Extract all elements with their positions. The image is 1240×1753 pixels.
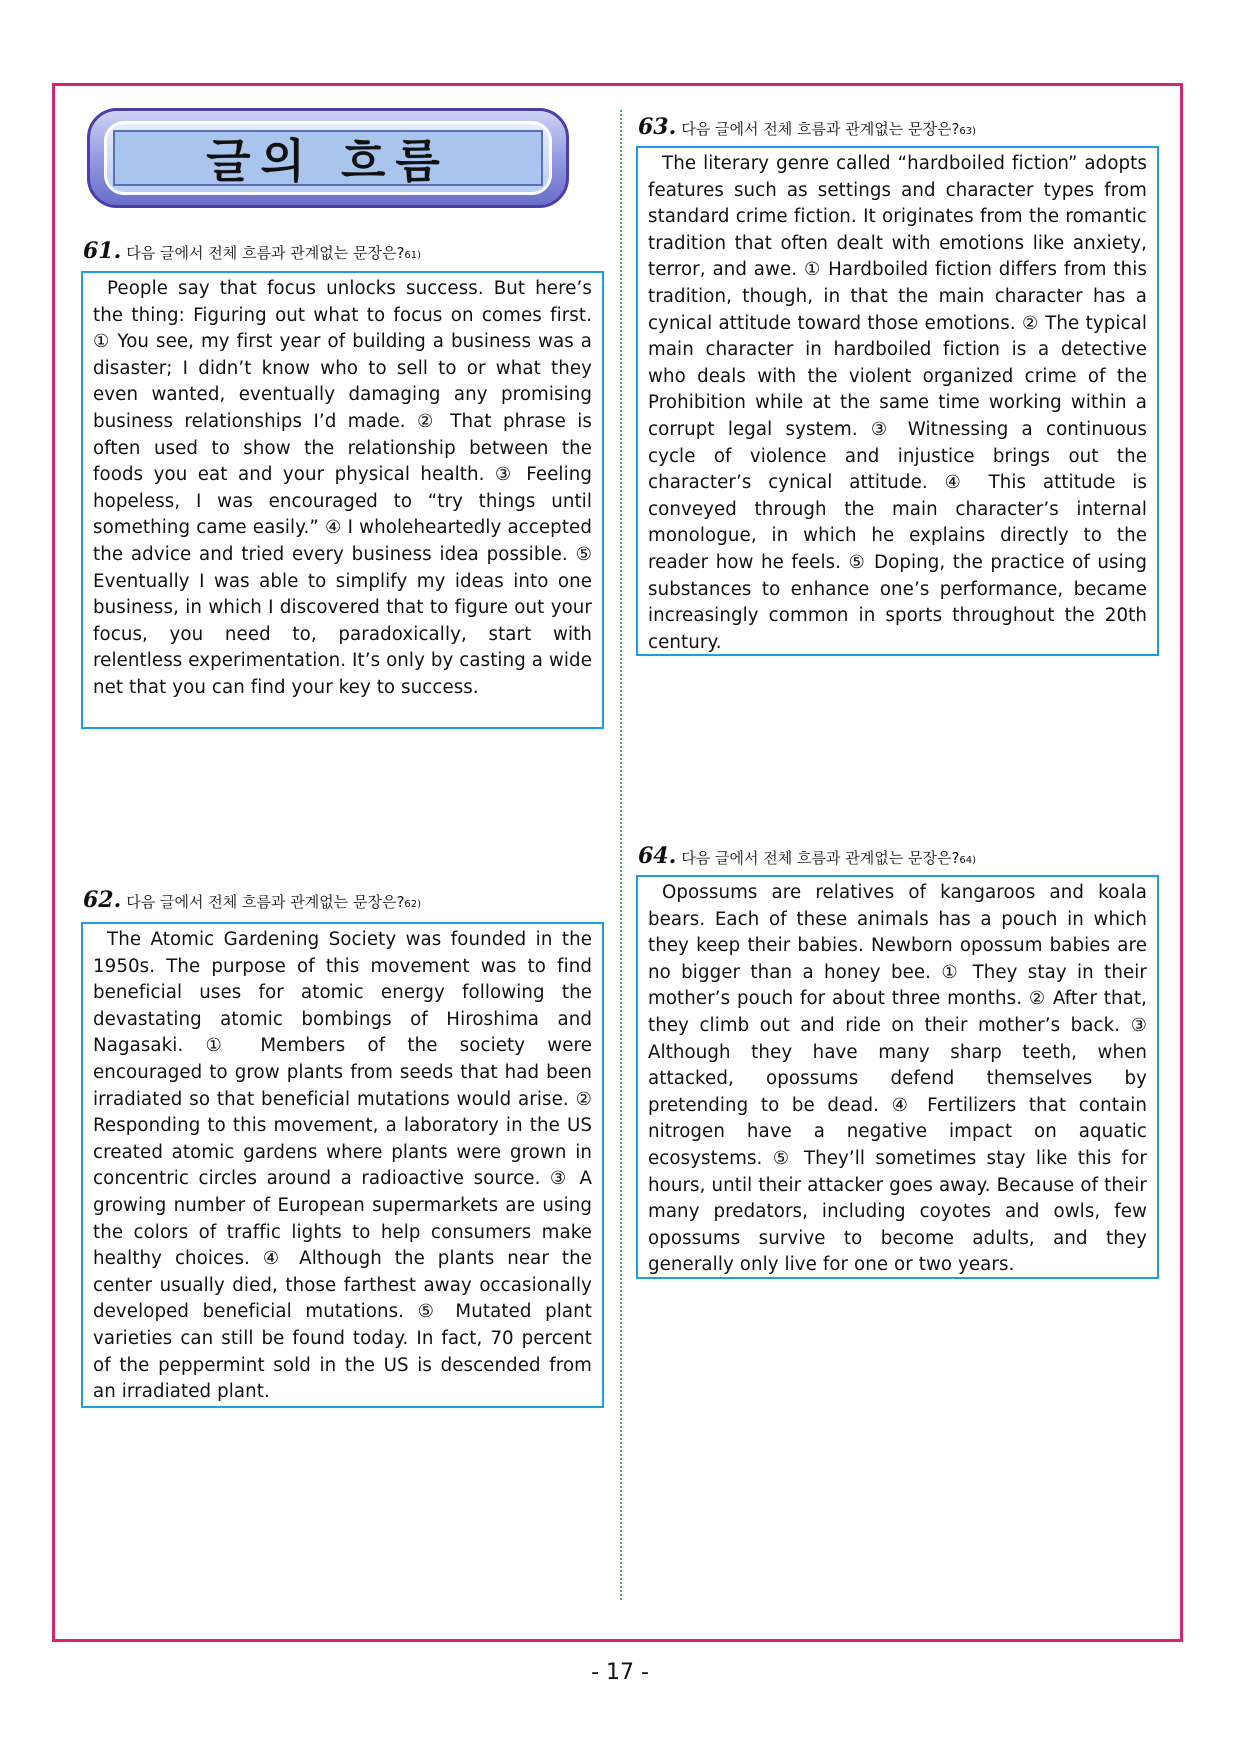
question-62-passage: The Atomic Gardening Society was founded in the 1950s. The purpose of this movement was to find beneficial uses for atomic energy following the devastating atomic bombings of Hiroshima and Nagasaki. ① Members of the society were encouraged to grow plants from seeds that had been irradiated so that beneficial mutations would arise. ② Responding to this movement, a laboratory in the US created atomic gardens where plants were grown in concentric circles around a radioactive source. ③ A growing number of European supermarkets are using the colors of traffic lights to help consumers make healthy choices. ④ Although the plants near the center usually died, those farthest away occasionally developed beneficial mutations. ⑤ Mutated plant varieties can still be found today. In fact, 70 percent of the peppermint sold in the US is descended from an irradiated plant. bbox=[93, 929, 592, 1403]
column-divider bbox=[620, 110, 622, 1600]
question-64-header bbox=[638, 843, 976, 869]
question-prompt: 다음 글에서 전체 흐름과 관계없는 문장은? bbox=[126, 244, 405, 262]
question-63-header bbox=[638, 114, 976, 140]
question-61-passage-box bbox=[81, 271, 604, 729]
question-footnote: 63) bbox=[959, 126, 977, 137]
question-64-passage: Opossums are relatives of kangaroos and koala bears. Each of these animals has a pouch in which they keep their babies. Newborn opossum babies are no bigger than a honey bee. ① They stay in their mother’s pouch for about three months. ② After that, they climb out and ride on their mother’s back. ③ Although they have many sharp teeth, when attacked, opossums defend themselves by pretending to be dead. ④ Fertilizers that contain nitrogen have a negative impact on aquatic ecosystems. ⑤ They’ll sometimes stay like this for hours, until their attacker goes away. Because of their many predators, including coyotes and owls, few opossums survive to become adults, and they generally only live for one or two years. bbox=[648, 882, 1147, 1276]
question-prompt: 다음 글에서 전체 흐름과 관계없는 문장은? bbox=[126, 893, 405, 911]
question-prompt: 다음 글에서 전체 흐름과 관계없는 문장은? bbox=[681, 120, 960, 138]
question-61-header bbox=[83, 238, 421, 264]
section-title: 글의 흐름 bbox=[113, 130, 543, 186]
question-footnote: 64) bbox=[959, 855, 977, 866]
question-prompt: 다음 글에서 전체 흐름과 관계없는 문장은? bbox=[681, 849, 960, 867]
question-number: 61. bbox=[83, 238, 122, 264]
question-number: 63. bbox=[638, 114, 677, 140]
section-title-banner bbox=[87, 108, 569, 208]
question-64-passage-box bbox=[636, 875, 1159, 1279]
question-63-passage: The literary genre called “hardboiled fiction” adopts features such as settings and character types from standard crime fiction. It originates from the romantic tradition that often dealt with emotions like anxiety, terror, and awe. ① Hardboiled fiction differs from this tradition, though, in that the main character has a cynical attitude toward those emotions. ② The typical main character in hardboiled fiction is a detective who deals with the violent organized crime of the Prohibition while at the same time working within a corrupt legal system. ③ Witnessing a continuous cycle of violence and injustice brings out the character’s cynical attitude. ④ This attitude is conveyed through the main character’s internal monologue, in which he explains directly to the reader how he feels. ⑤ Doping, the practice of using substances to enhance one’s performance, became increasingly common in sports throughout the 20th century. bbox=[648, 153, 1147, 653]
question-footnote: 61) bbox=[404, 250, 422, 261]
question-63-passage-box bbox=[636, 146, 1159, 656]
question-footnote: 62) bbox=[404, 899, 422, 910]
question-62-passage-box bbox=[81, 922, 604, 1408]
page-number: - 17 - bbox=[591, 1660, 649, 1685]
question-number: 62. bbox=[83, 887, 122, 913]
question-61-passage: People say that focus unlocks success. But here’s the thing: Figuring out what to focus on comes first. ① You see, my first year of building a business was a disaster; I didn’t know who to sell to or what they even wanted, eventually damaging any promising business relationships I’d made. ② That phrase is often used to show the relationship between the foods you eat and your physical health. ③ Feeling hopeless, I was encouraged to “try things until something came easily.” ④ I wholeheartedly accepted the advice and tried every business idea possible. ⑤ Eventually I was able to simplify my ideas into one business, in which I discovered that to figure out your focus, you need to, paradoxically, start with relentless experimentation. It’s only by casting a wide net that you can find your key to success. bbox=[93, 278, 592, 698]
question-62-header bbox=[83, 887, 421, 913]
question-number: 64. bbox=[638, 843, 677, 869]
